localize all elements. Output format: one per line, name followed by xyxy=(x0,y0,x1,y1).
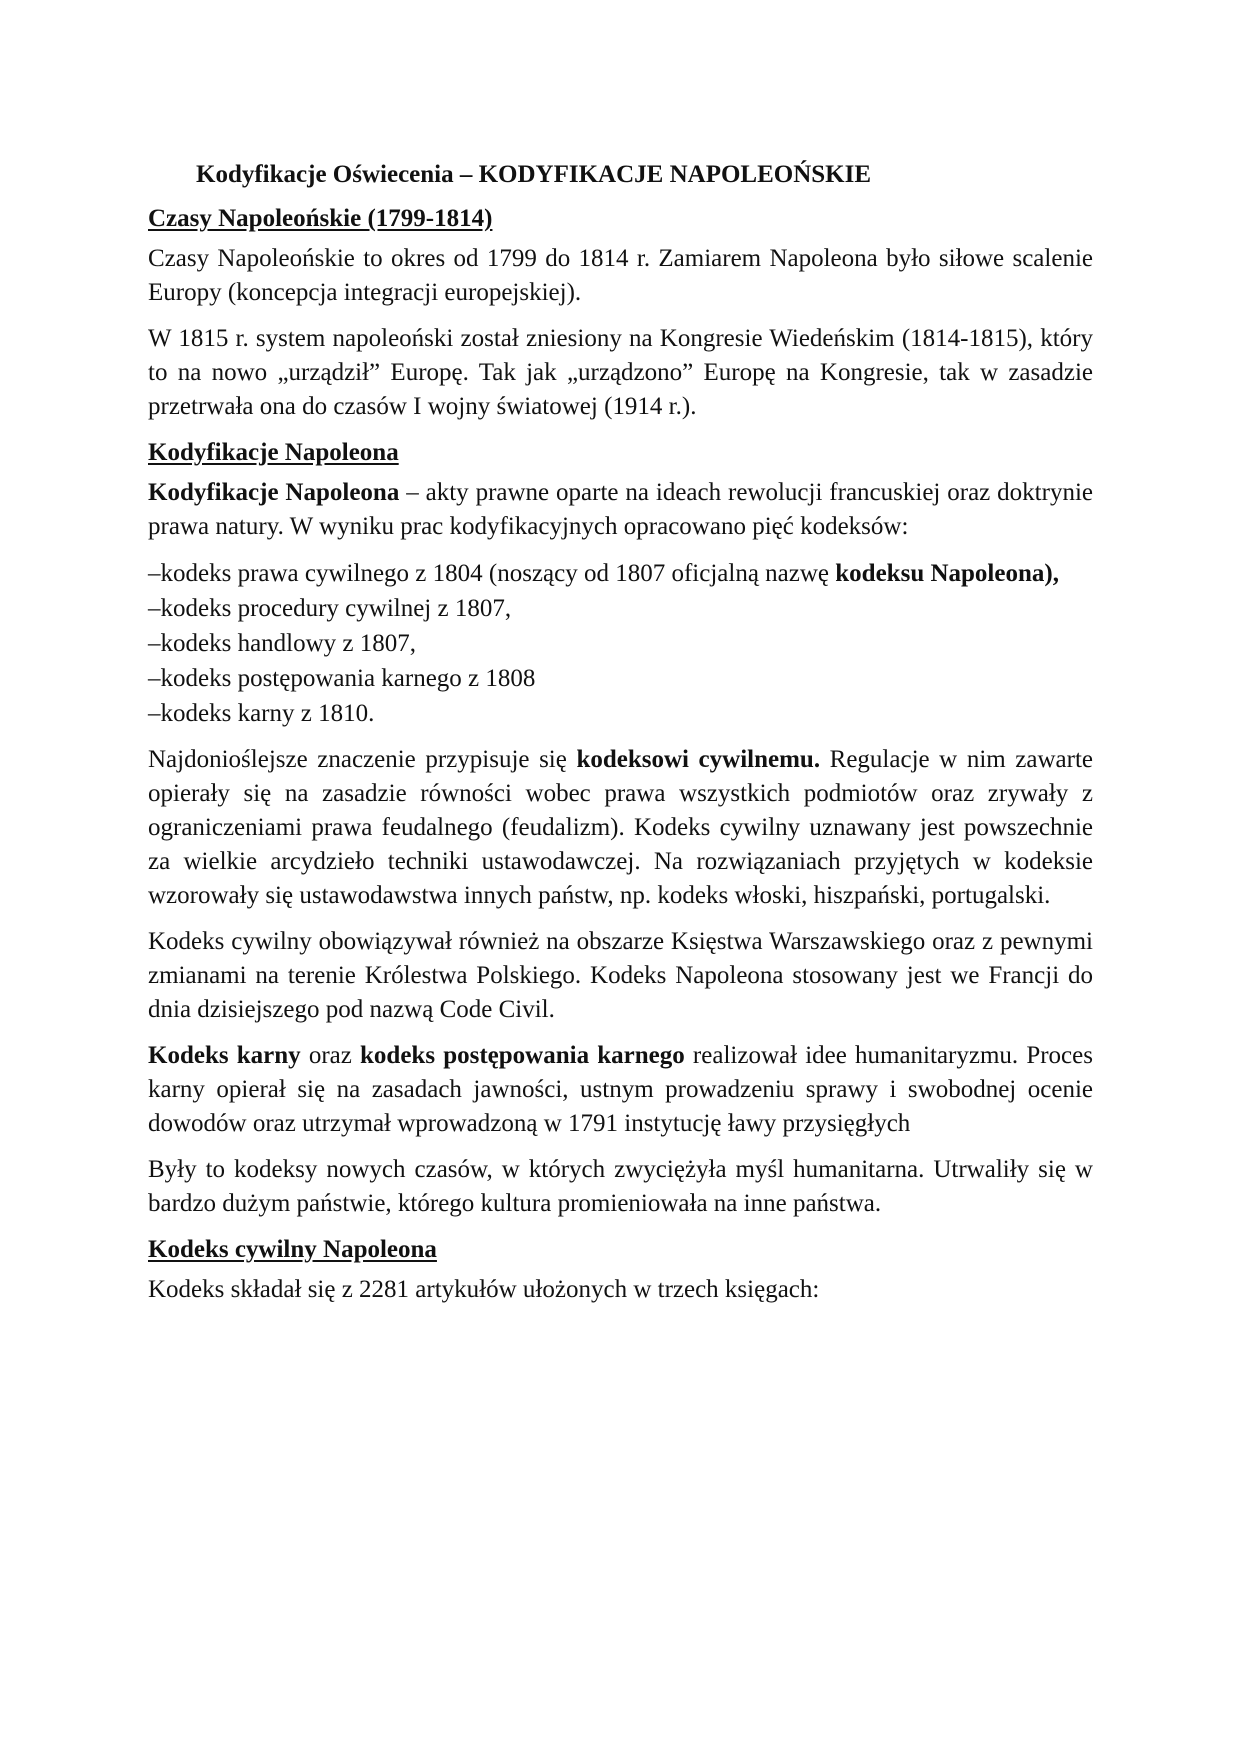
paragraph-czasy-2: W 1815 r. system napoleoński został zniesiony na Kongresie Wiedeńskim (1814-1815), który to na nowo „urządził” Europę. Tak jak „urządzono” Europę na Kongresie, tak w zasadzie przetrwała ona do czasów I wojny światowej (1914 r.). xyxy=(148,325,1093,420)
list-item: –kodeks karny z 1810. xyxy=(148,700,375,727)
heading-czasy-napoleonskie: Czasy Napoleońskie (1799-1814) xyxy=(148,205,493,232)
p5-rest: realizował idee humanitaryzmu. Proces karny opierał się na zasadach jawności, ustnym prowadzeniu sprawy i swobodnej ocenie dowodów oraz utrzymał wprowadzoną w 1791 instytucję ławy przysięgłych xyxy=(148,1042,1093,1137)
paragraph-kodyfikacje-intro xyxy=(148,476,1093,544)
paragraph-kodeks-sklad: Kodeks składał się z 2281 artykułów ułożonych w trzech księgach: xyxy=(148,1276,820,1303)
title-right: KODYFIKACJE NAPOLEOŃSKIE xyxy=(478,161,872,188)
document-title xyxy=(196,158,1093,192)
p3-start: Najdonioślejsze znaczenie przypisuje się xyxy=(148,746,577,773)
paragraph-kodeksy-nowych-czasow: Były to kodeksy nowych czasów, w których zwyciężyła myśl humanitarna. Utrwaliły się w bardzo dużym państwie, którego kultura promieniowała na inne państwa. xyxy=(148,1156,1093,1217)
paragraph-kodeks-cywilny-znaczenie xyxy=(148,743,1093,913)
intro-rest: – akty prawne oparte na ideach rewolucji francuskiej oraz doktrynie prawa natury. W wyniku prac kodyfikacyjnych opracowano pięć kodeksów: xyxy=(148,479,1093,540)
p5-bold-2: kodeks postępowania karnego xyxy=(360,1042,685,1069)
paragraph-czasy-1: Czasy Napoleońskie to okres od 1799 do 1814 r. Zamiarem Napoleona było siłowe scalenie Europy (koncepcja integracji europejskiej). xyxy=(148,245,1093,306)
p3-bold: kodeksowi cywilnemu. xyxy=(576,746,821,773)
p3-rest: Regulacje w nim zawarte opierały się na zasadzie równości wobec prawa wszystkich podmiotów oraz zrywały z ograniczeniami prawa feudalnego (feudalizm). Kodeks cywilny uznawany jest powszechnie za wielkie arcydzieło techniki ustawodawczej. Na rozwiązaniach przyjętych w kodeksie wzorowały się ustawodawstwa innych państw, np. kodeks włoski, hiszpański, portugalski. xyxy=(148,746,1093,909)
title-separator: – xyxy=(453,161,479,188)
paragraph-kodeks-karny xyxy=(148,1039,1093,1141)
paragraph-kodeks-cywilny-obszar: Kodeks cywilny obowiązywał również na obszarze Księstwa Warszawskiego oraz z pewnymi zmianami na terenie Królestwa Polskiego. Kodeks Napoleona stosowany jest we Francji do dnia dzisiejszego pod nazwą Code Civil. xyxy=(148,928,1093,1023)
title-left: Kodyfikacje Oświecenia xyxy=(196,161,454,188)
list-item-1-text: –kodeks prawa cywilnego z 1804 (noszący od 1807 oficjalną nazwę xyxy=(148,560,836,587)
list-item: –kodeks postępowania karnego z 1808 xyxy=(148,665,536,692)
list-item-1-bold: kodeksu Napoleona), xyxy=(835,560,1059,587)
list-item xyxy=(148,556,1093,591)
heading-kodyfikacje-napoleona: Kodyfikacje Napoleona xyxy=(148,439,399,466)
list-item: –kodeks handlowy z 1807, xyxy=(148,630,417,657)
intro-bold-term: Kodyfikacje Napoleona xyxy=(148,479,400,506)
p5-mid: oraz xyxy=(300,1042,361,1069)
heading-kodeks-cywilny-napoleona: Kodeks cywilny Napoleona xyxy=(148,1236,437,1263)
document-page xyxy=(148,158,1093,1319)
p5-bold-1: Kodeks karny xyxy=(148,1042,301,1069)
codes-list xyxy=(148,556,1093,731)
list-item: –kodeks procedury cywilnej z 1807, xyxy=(148,595,512,622)
